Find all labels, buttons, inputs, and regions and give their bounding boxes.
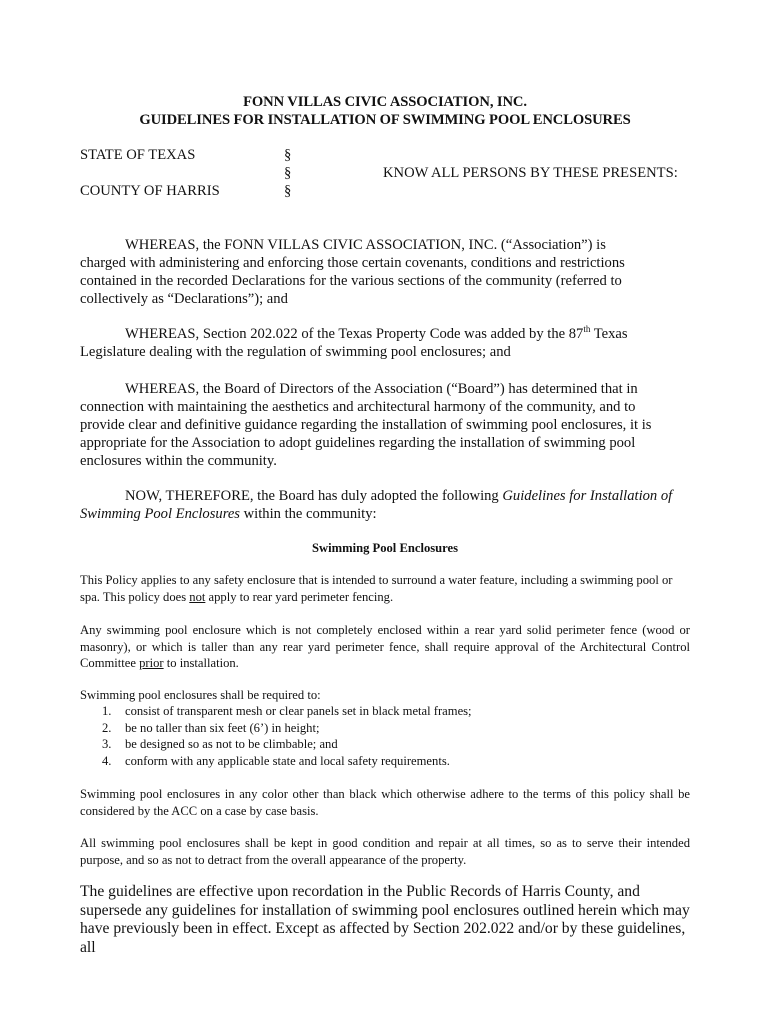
list-item bbox=[80, 753, 680, 770]
policy-1-underline: not bbox=[189, 589, 206, 604]
caption-county: COUNTY OF HARRIS bbox=[80, 183, 220, 199]
list-item-text: be designed so as not to be climbable; and bbox=[125, 737, 338, 751]
requirements-intro: Swimming pool enclosures shall be required to: bbox=[80, 688, 321, 702]
policy-paragraph-3: Swimming pool enclosures in any color other than black which otherwise adhere to the terms of this policy shall be considered by the ACC on a case by case basis. bbox=[80, 787, 690, 818]
list-item-text: conform with any applicable state and local safety requirements. bbox=[125, 753, 450, 768]
policy-1-text-b: apply to rear yard perimeter fencing. bbox=[205, 589, 394, 604]
whereas-paragraph-2 bbox=[80, 325, 652, 361]
now-therefore-text-b: within the community: bbox=[239, 506, 377, 522]
policy-heading: Swimming Pool Enclosures bbox=[311, 541, 458, 555]
ordinal-suffix: th bbox=[583, 324, 591, 335]
policy-2-underline: prior bbox=[139, 656, 164, 670]
whereas-paragraph-3: WHEREAS, the Board of Directors of the Association (“Board”) has determined that in connection with maintaining the aesthetics and architectural harmony of the community, and to provide clear and definitive guidance regarding the installation of swimming pool enclosures, it is appropriate for the Association to adopt guidelines regarding the installation of swimming pool enclosures within the community. bbox=[80, 381, 652, 469]
list-item-number: 2. bbox=[102, 720, 112, 735]
whereas-2-text-a: WHEREAS, Section 202.022 of the Texas Property Code was added by the 87 bbox=[125, 326, 584, 342]
policy-paragraph-4: All swimming pool enclosures shall be kept in good condition and repair at all times, so as to serve their intended purpose, and so as not to detract from the overall appearance of the property. bbox=[80, 836, 690, 867]
policy-paragraph-2 bbox=[80, 622, 690, 672]
section-symbol: § bbox=[284, 147, 292, 163]
whereas-2-text-b: Texas Legislature dealing with the regulation of swimming pool enclosures; and bbox=[80, 326, 628, 360]
document-title-line2: GUIDELINES FOR INSTALLATION OF SWIMMING POOL ENCLOSURES bbox=[139, 112, 631, 128]
whereas-paragraph-1: WHEREAS, the FONN VILLAS CIVIC ASSOCIATION, INC. (“Association”) is charged with administering and enforcing those certain covenants, conditions and restrictions contained in the recorded Declarations for the various sections of the community (referred to collectively as “Declarations”); and bbox=[80, 237, 625, 307]
policy-1-text-a: This Policy applies to any safety enclosure that is intended to surround a water feature, including a swimming pool or spa. This policy does bbox=[80, 573, 673, 604]
closing-paragraph: The guidelines are effective upon recordation in the Public Records of Harris County, and supersede any guidelines for installation of swimming pool enclosures outlined herein which may have previously been in effect. Except as affected by Section 202.022 and/or by these guidelines, all bbox=[80, 883, 690, 956]
list-item bbox=[80, 703, 680, 720]
list-item bbox=[80, 736, 680, 753]
requirements-list bbox=[80, 703, 680, 769]
caption-state: STATE OF TEXAS bbox=[80, 147, 196, 163]
policy-2-text-a: Any swimming pool enclosure which is not completely enclosed within a rear yard solid perimeter fence (wood or masonry), or which is taller than any rear yard perimeter fence, shall require approval of the Architectural Control Committee bbox=[80, 623, 690, 670]
guidelines-title-italic: Guidelines for Installation of Swimming Pool Enclosures bbox=[80, 488, 673, 522]
list-item-number: 1. bbox=[102, 704, 112, 718]
document-title-line1: FONN VILLAS CIVIC ASSOCIATION, INC. bbox=[243, 94, 527, 110]
policy-paragraph-1 bbox=[80, 572, 692, 605]
list-item-number: 3. bbox=[102, 737, 112, 751]
list-item-text: consist of transparent mesh or clear panels set in black metal frames; bbox=[125, 704, 472, 718]
list-item-number: 4. bbox=[102, 753, 112, 768]
now-therefore-text-a: NOW, THEREFORE, the Board has duly adopted the following bbox=[125, 488, 503, 504]
list-item-text: be no taller than six feet (6’) in height; bbox=[125, 720, 320, 735]
list-item bbox=[80, 720, 680, 737]
section-symbol: § bbox=[284, 183, 292, 199]
section-symbol: § bbox=[284, 165, 292, 181]
policy-2-text-b: to installation. bbox=[163, 656, 239, 670]
caption-know-all: KNOW ALL PERSONS BY THESE PRESENTS: bbox=[383, 165, 678, 181]
now-therefore-paragraph bbox=[80, 487, 685, 523]
